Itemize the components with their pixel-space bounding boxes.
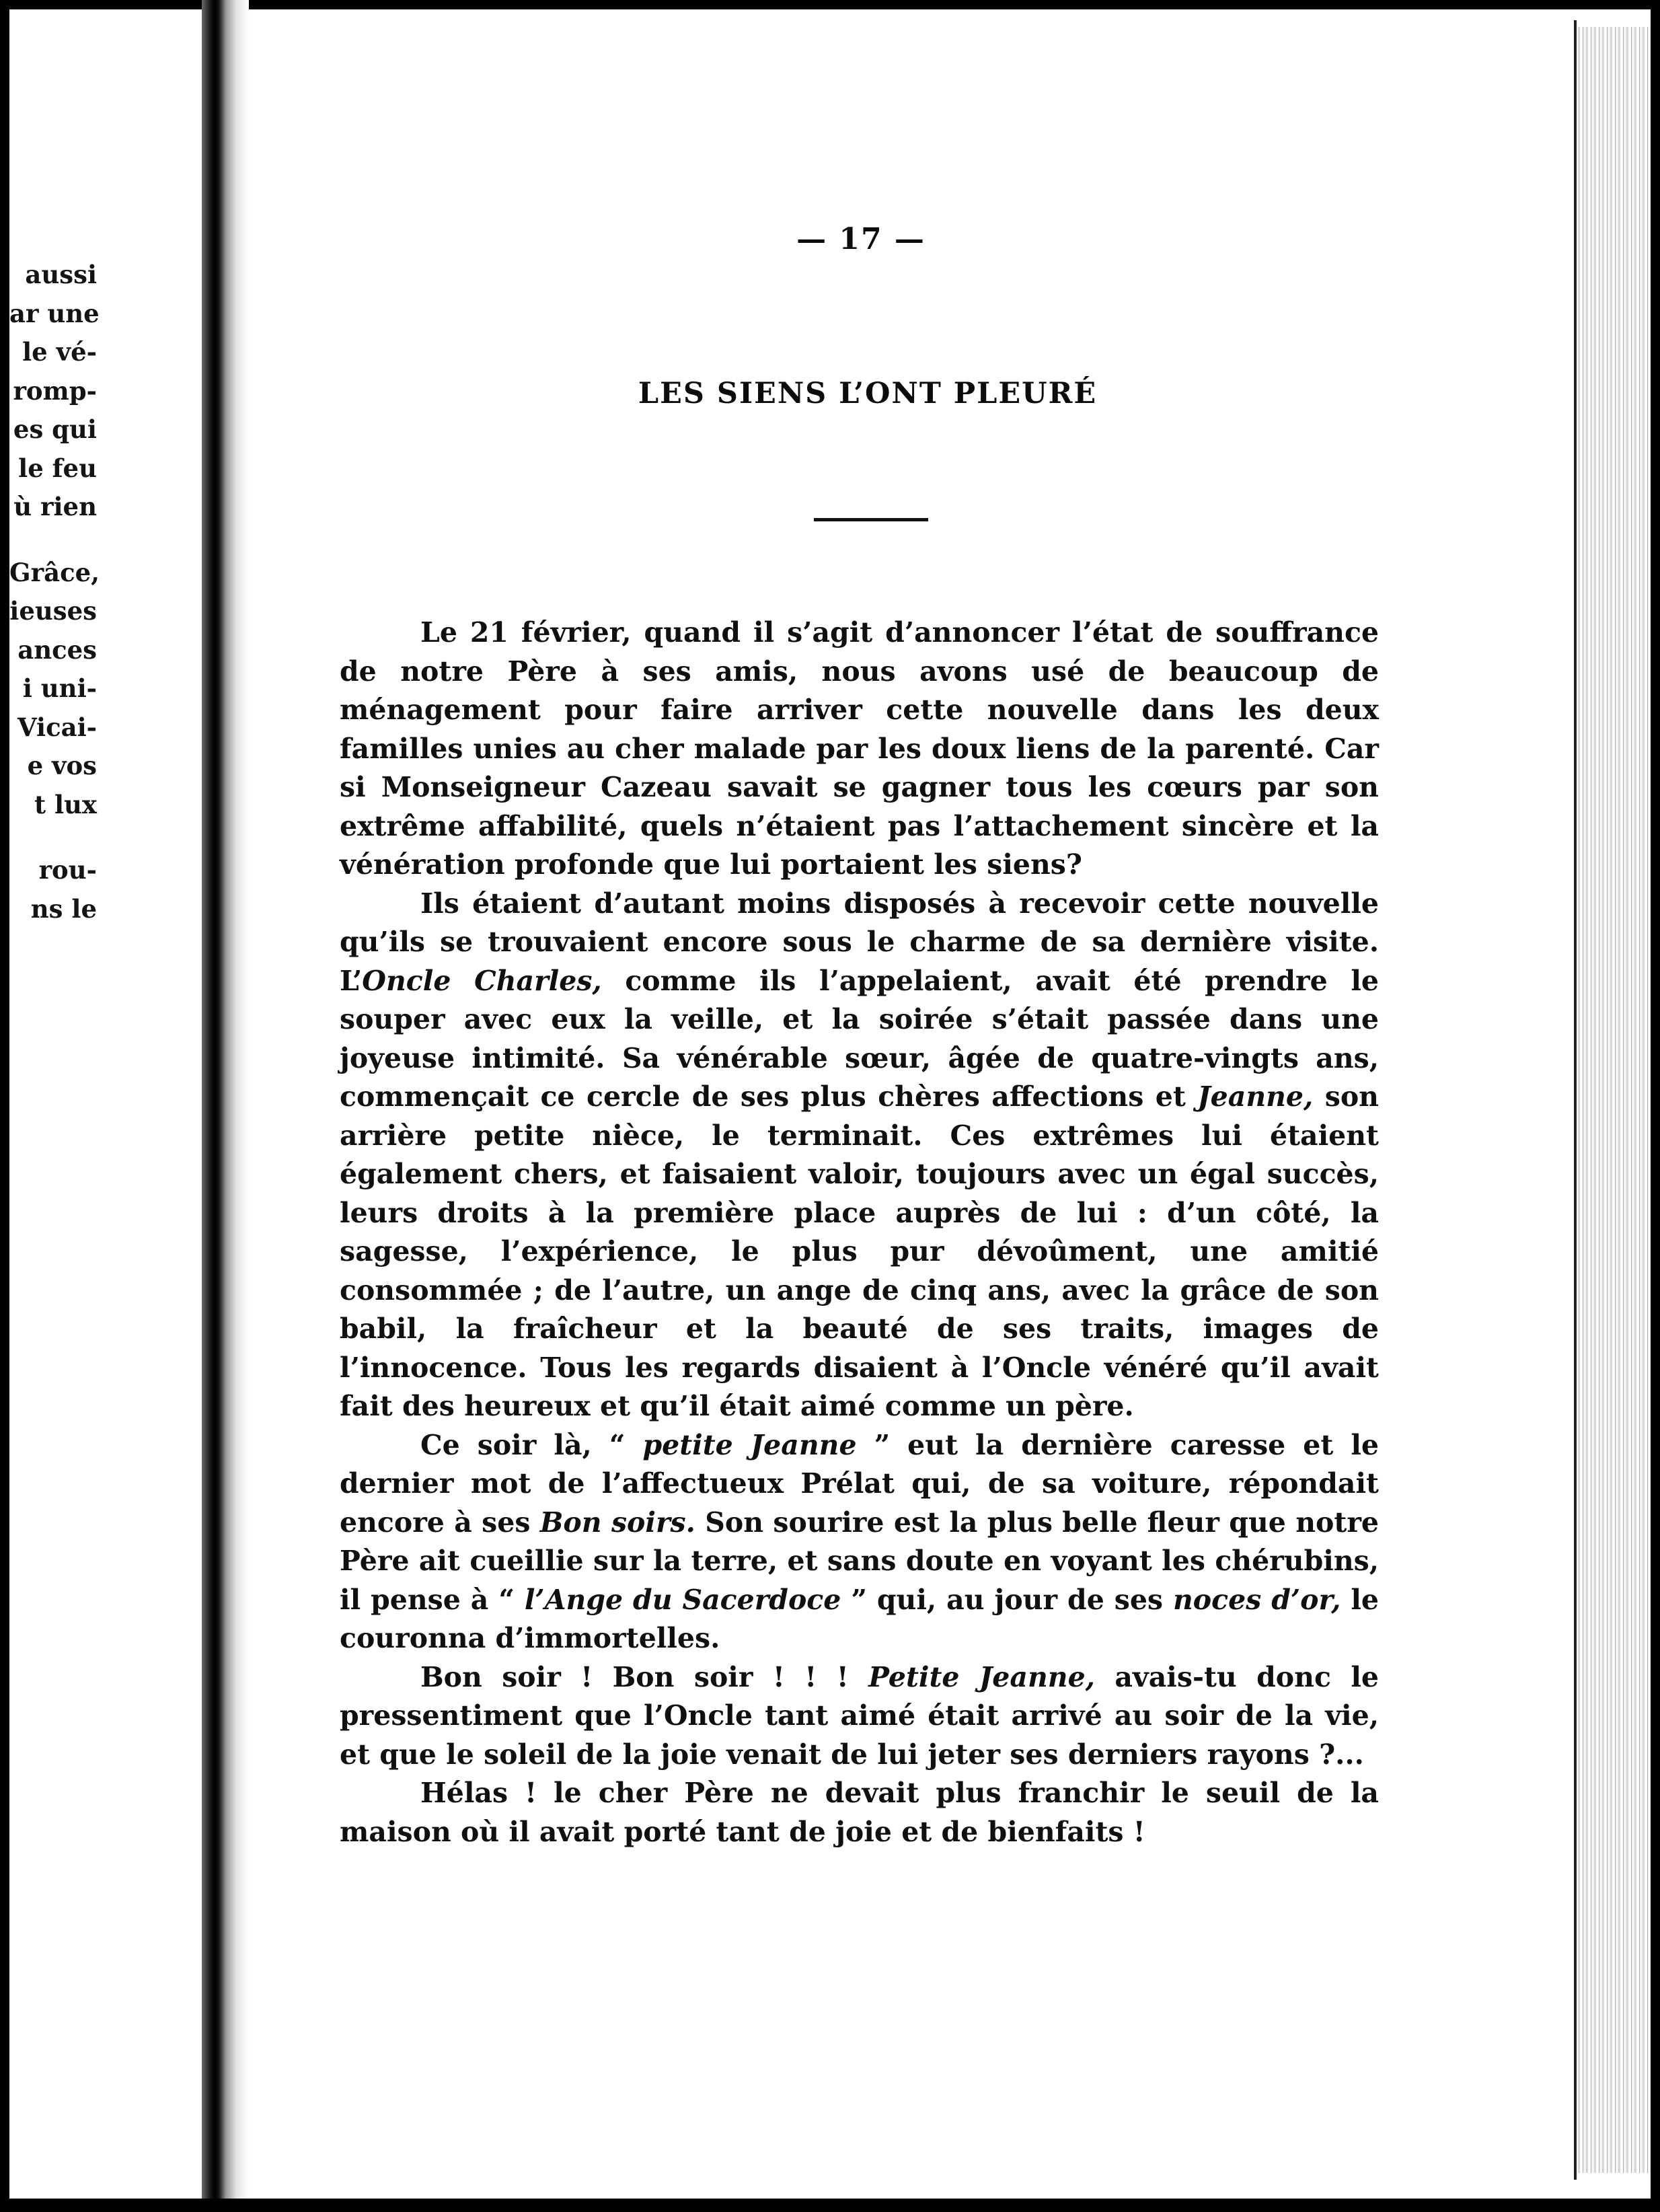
text-run: ” qui, au jour de ses bbox=[841, 1583, 1173, 1616]
left-fragment-line: t lux bbox=[34, 789, 97, 819]
italic-run: petite Jeanne bbox=[642, 1428, 857, 1461]
title-rule bbox=[814, 518, 928, 521]
left-page-text-fragment bbox=[9, 256, 100, 928]
text-run: avais-tu donc le pressentiment que l’Oncle tant aimé était arrivé au soir de la vie, et que le soleil de la joie venait de lui jeter ses derniers rayons ?... bbox=[340, 1660, 1380, 1771]
left-fragment-line bbox=[9, 824, 97, 851]
italic-run: Petite Jeanne, bbox=[868, 1660, 1095, 1693]
left-fragment-line: romp- bbox=[13, 375, 97, 406]
left-fragment-line: ances bbox=[17, 634, 97, 665]
paragraph bbox=[340, 1658, 1379, 1775]
italic-run: Jeanne, bbox=[1197, 1080, 1314, 1113]
left-fragment-line: ns le bbox=[30, 893, 97, 924]
scan-border-top bbox=[0, 0, 1660, 9]
left-fragment-line: es qui bbox=[13, 414, 97, 444]
left-fragment-line: aussi bbox=[25, 260, 97, 289]
italic-run: noces d’or, bbox=[1172, 1583, 1341, 1616]
left-fragment-line: Vicai- bbox=[17, 712, 97, 742]
scan-border-left bbox=[0, 0, 9, 2212]
left-fragment-line: ieuses bbox=[9, 596, 97, 626]
text-run: Hélas ! le cher Père ne devait plus franchir le seuil de la maison où il avait porté tant de joie et de bienfaits ! bbox=[340, 1777, 1379, 1848]
italic-run: Bon soirs. bbox=[539, 1506, 695, 1539]
scan-border-right bbox=[1651, 0, 1660, 2212]
left-fragment-line: ar une bbox=[9, 298, 100, 328]
italic-run: l’Ange du Sacerdoce bbox=[524, 1583, 841, 1616]
chapter-title: LES SIENS L’ONT PLEURÉ bbox=[638, 377, 1098, 410]
text-run: comme ils l’appelaient, avait été prendre le souper avec eux la veille, et la soirée s’était passée dans une joyeuse intimité. Sa vénérable sœur, âgée de quatre-vingts ans, commençait ce cercle de ses plus chères affections et bbox=[340, 964, 1379, 1113]
book-gutter bbox=[202, 0, 249, 2212]
stacked-page-edges bbox=[1578, 27, 1651, 2173]
text-run: Le 21 février, quand il s’agit d’annoncer l’état de souffrance de notre Père à ses amis, nous avons usé de beaucoup de ménagement pour faire arriver cette nouvelle dans les deux familles unies au cher malade par les doux liens de la parenté. Car si Monseigneur Cazeau savait se gagner tous les cœurs par son extrême affabilité, quels n’étaient pas l’attachement sincère et la vénération profonde que lui portaient les siens? bbox=[340, 616, 1379, 881]
left-fragment-line: Grâce, bbox=[9, 557, 100, 587]
left-fragment-line: le feu bbox=[18, 453, 97, 483]
left-fragment-line: i uni- bbox=[22, 673, 97, 703]
text-run: Son sourire est la plus belle fleur que notre Père ait cueillie sur la terre, et sans doute en voyant les chérubins, il pense à “ bbox=[340, 1506, 1380, 1616]
paragraph bbox=[340, 1426, 1379, 1658]
left-fragment-line: rou- bbox=[38, 855, 97, 885]
paragraph bbox=[340, 885, 1379, 1426]
text-run: ” eut la dernière caresse et le dernier mot de l’affectueux Prélat qui, de sa voiture, répondait encore à ses bbox=[340, 1428, 1379, 1539]
left-fragment-line: e vos bbox=[27, 751, 97, 780]
text-run: le couronna d’immortelles. bbox=[340, 1583, 1380, 1654]
left-fragment-line bbox=[9, 527, 97, 554]
body-text bbox=[340, 614, 1379, 1851]
left-fragment-line: le vé- bbox=[22, 337, 97, 367]
italic-run: Oncle Charles, bbox=[362, 964, 602, 997]
text-run: son arrière petite nièce, le terminait. Ces extrêmes lui étaient également chers, et faisaient valoir, toujours avec un égal succès, leurs droits à la première place auprès de lui : d’un côté, la sagesse, l’expérience, le plus pur dévoûment, une amitié consommée ; de l’autre, un ange de cinq ans, avec la grâce de son babil, la fraîcheur et la beauté de ses traits, images de l’innocence. Tous les regards disaient à l’Oncle vénéré qu’il avait fait des heureux et qu’il était aimé comme un père. bbox=[340, 1080, 1379, 1422]
text-run: Ce soir là, “ bbox=[420, 1428, 643, 1461]
paragraph bbox=[340, 1774, 1379, 1851]
left-fragment-line: ù rien bbox=[13, 492, 97, 521]
page-edge-line bbox=[1574, 20, 1577, 2180]
page-number: — 17 — bbox=[796, 222, 926, 256]
scan-border-bottom bbox=[0, 2199, 1660, 2212]
paragraph bbox=[340, 614, 1379, 885]
text-run: Ils étaient d’autant moins disposés à recevoir cette nouvelle qu’ils se trouvaient encore sous le charme de sa dernière visite. L’ bbox=[340, 887, 1379, 997]
text-run: Bon soir ! Bon soir ! ! ! bbox=[420, 1660, 869, 1693]
